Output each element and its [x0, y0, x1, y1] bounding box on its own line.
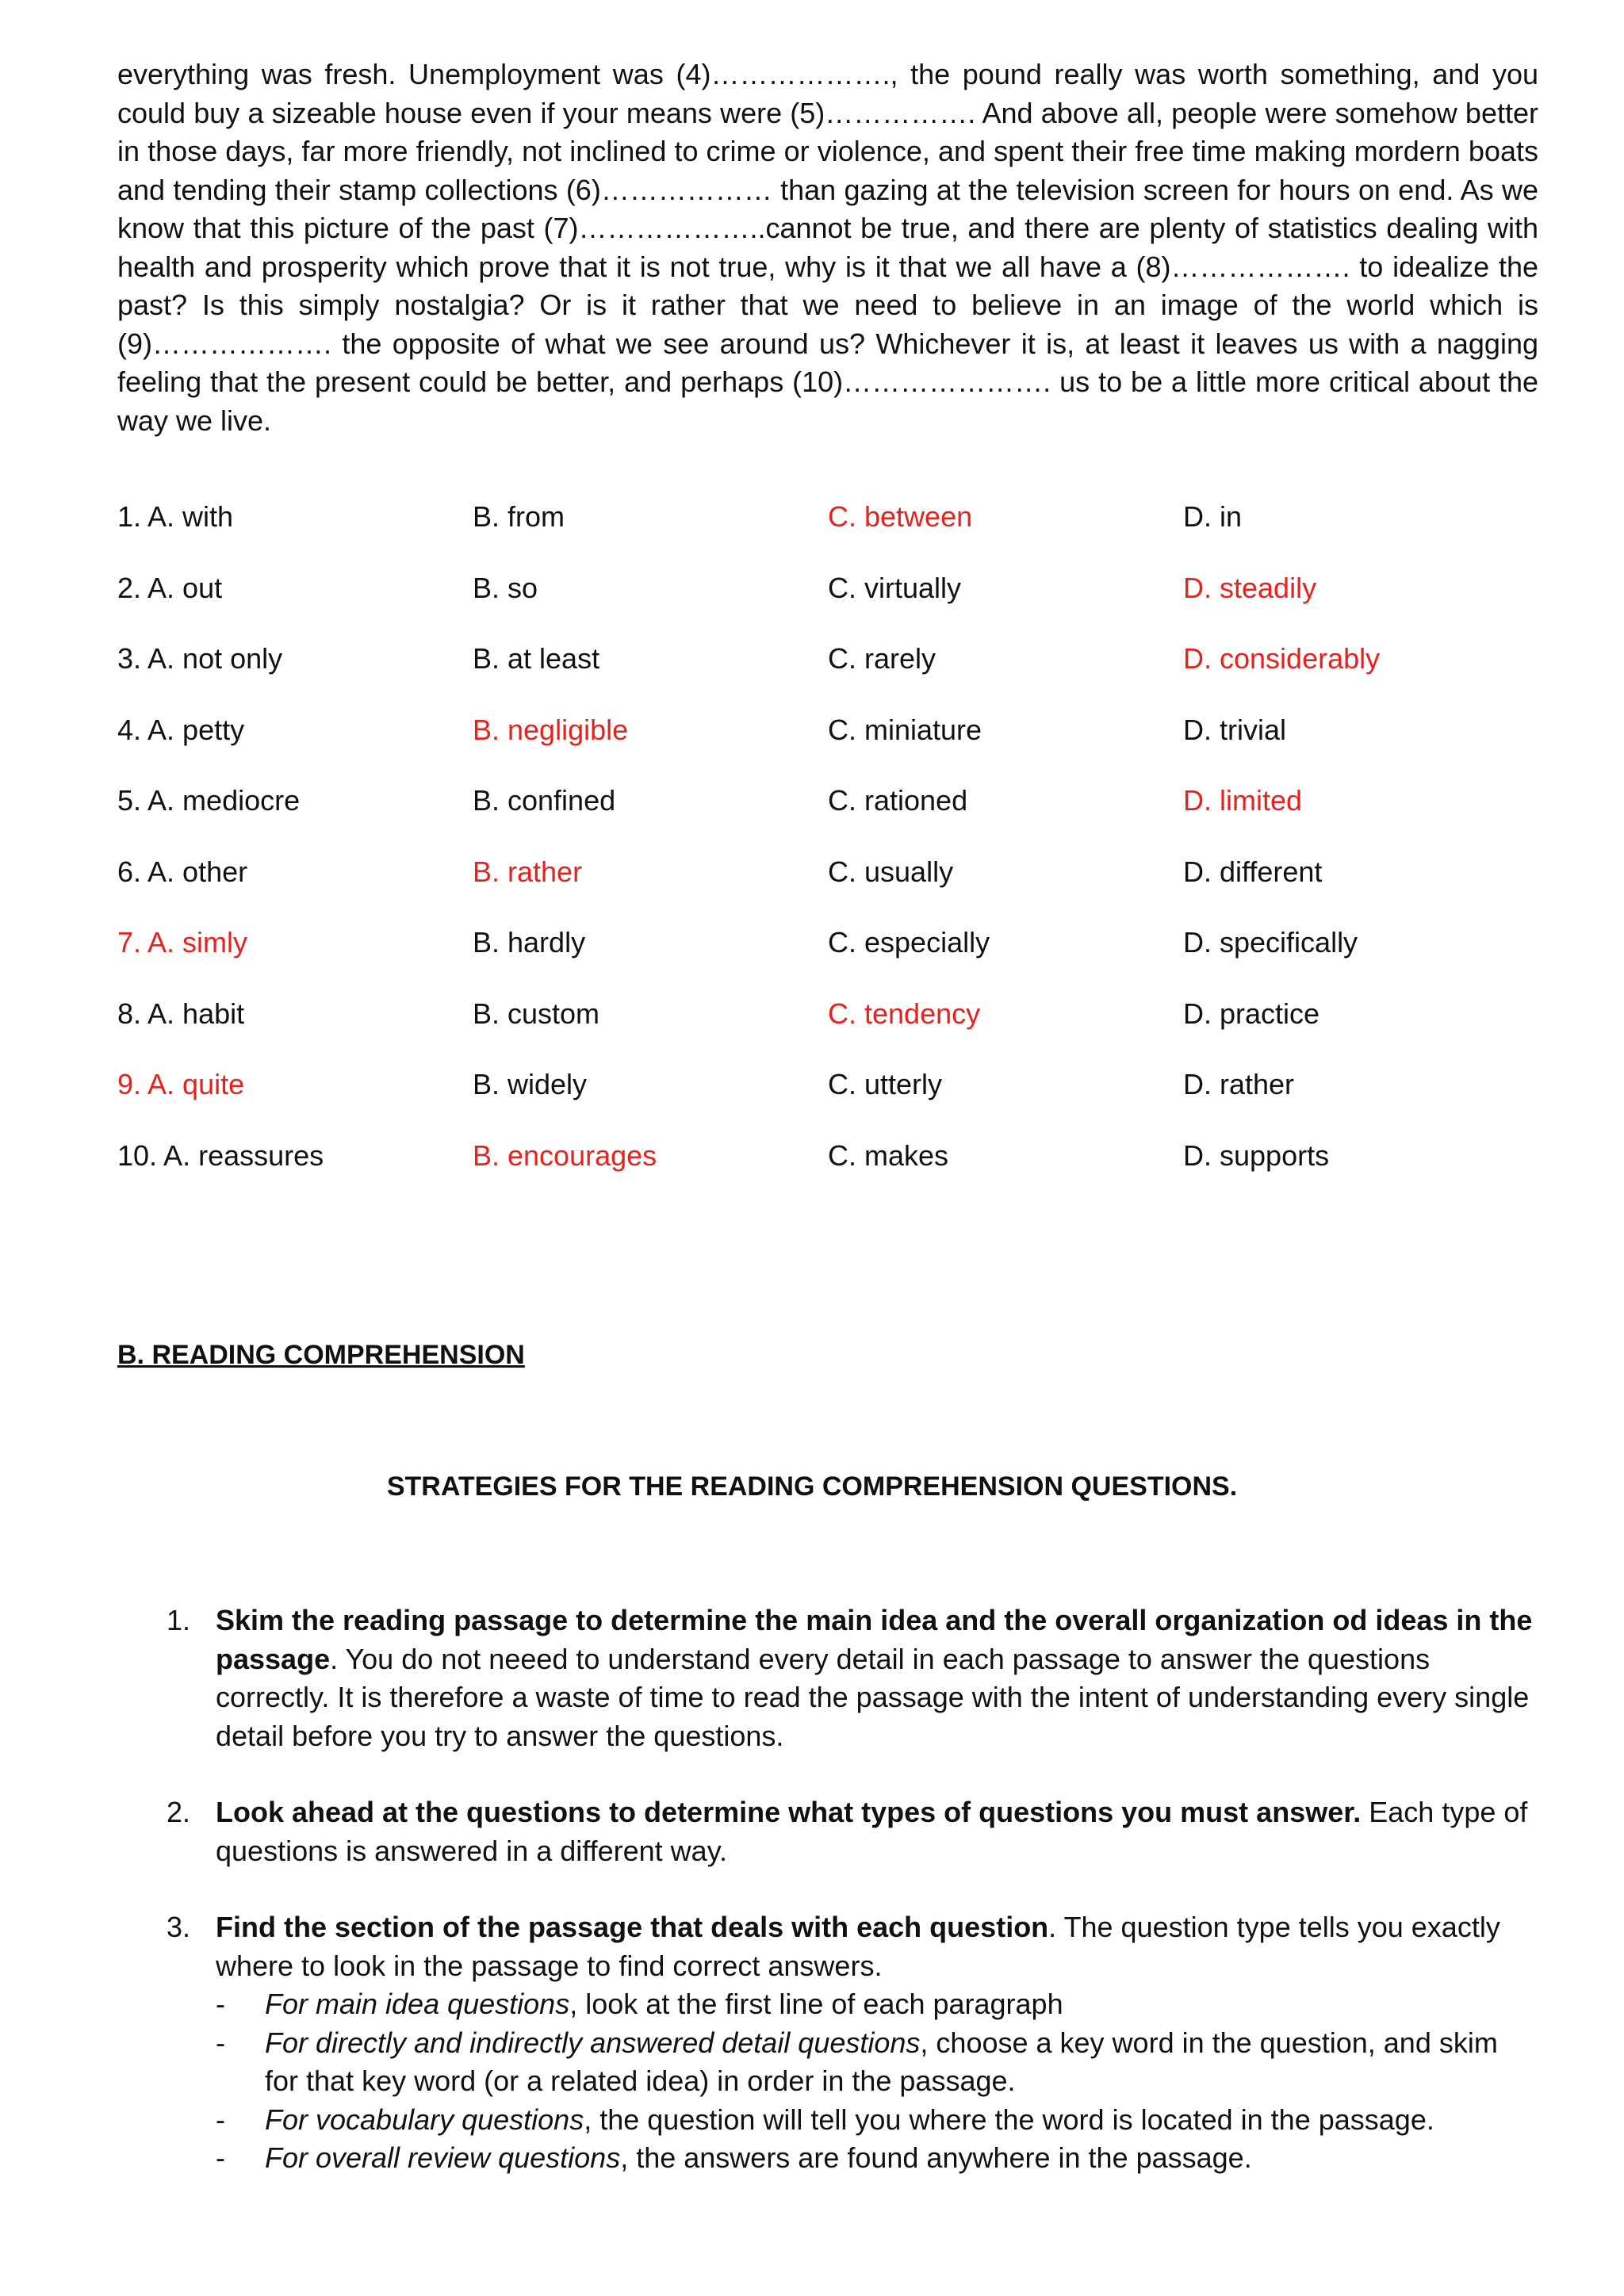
option: C. usually — [828, 855, 954, 888]
option-row — [117, 498, 1538, 569]
option: C. utterly — [828, 1068, 943, 1100]
option: 4. A. petty — [117, 713, 245, 746]
strategy-number: 2. — [167, 1796, 191, 1828]
option: D. specifically — [1183, 926, 1358, 959]
strategy-text: Each type of questions is answered in a different way. — [216, 1796, 1528, 1867]
dash-bullet: - — [216, 2026, 225, 2059]
option-correct: B. negligible — [473, 713, 629, 746]
option: D. practice — [1183, 997, 1320, 1030]
strategy-text: . The question type tells you exactly where to look in the passage to find correct answers. — [216, 1911, 1500, 1982]
option: 8. A. habit — [117, 997, 245, 1030]
option: C. miniature — [828, 713, 982, 746]
strategy-sub-list — [216, 1985, 1538, 2178]
strategy-item — [117, 1908, 1538, 2178]
option-correct: D. steadily — [1183, 571, 1317, 604]
sub-item-text: , choose a key word in the question, and skim for that key word (or a related idea) in order in the passage. — [265, 2026, 1498, 2097]
option: B. so — [473, 571, 538, 604]
sub-item-label: For main idea questions — [265, 1988, 570, 2020]
sub-item — [216, 2101, 1538, 2140]
strategy-list — [117, 1601, 1538, 2216]
option: 5. A. mediocre — [117, 784, 301, 817]
option-row — [117, 924, 1538, 995]
option-correct: B. encourages — [473, 1138, 657, 1172]
option-row — [117, 995, 1538, 1066]
sub-item-label: For overall review questions — [265, 2141, 621, 2174]
option: B. at least — [473, 642, 600, 675]
option: C. makes — [828, 1138, 949, 1172]
answer-options — [117, 498, 1538, 1207]
option: B. confined — [473, 784, 616, 817]
sub-item-label: For directly and indirectly answered detail questions — [265, 2026, 921, 2059]
option: B. hardly — [473, 926, 586, 959]
strategy-lead: Skim the reading passage to determine the main idea and the overall organization od ideas in the passage — [216, 1604, 1533, 1675]
option: C. rationed — [828, 784, 968, 817]
option: 10. A. reassures — [117, 1138, 324, 1172]
option-correct: 9. A. quite — [117, 1068, 245, 1100]
option-correct: B. rather — [473, 855, 583, 888]
option: B. from — [473, 500, 565, 533]
sub-item-text: , look at the first line of each paragraph — [569, 1988, 1063, 2020]
option: 3. A. not only — [117, 642, 283, 675]
option-correct: C. between — [828, 500, 973, 533]
strategy-item — [117, 1793, 1538, 1870]
option: D. supports — [1183, 1138, 1330, 1172]
strategy-lead: Find the section of the passage that deals with each question — [216, 1911, 1049, 1943]
option-correct: C. tendency — [828, 997, 981, 1030]
strategies-title: STRATEGIES FOR THE READING COMPREHENSION QUESTIONS. — [386, 1471, 1238, 1502]
option: 2. A. out — [117, 571, 223, 604]
option: D. rather — [1183, 1068, 1295, 1100]
option: D. trivial — [1183, 713, 1287, 746]
strategy-number: 1. — [167, 1604, 191, 1636]
section-heading: B. READING COMPREHENSION — [117, 1340, 525, 1370]
option: C. rarely — [828, 642, 936, 675]
strategy-item — [117, 1601, 1538, 1755]
option-row — [117, 569, 1538, 641]
passage-block — [117, 55, 1538, 440]
option: 6. A. other — [117, 855, 248, 888]
dash-bullet: - — [216, 2103, 225, 2136]
option-row — [117, 711, 1538, 783]
sub-item-text: , the question will tell you where the word is located in the passage. — [584, 2103, 1434, 2136]
option: B. widely — [473, 1068, 588, 1100]
option-correct: D. limited — [1183, 784, 1303, 817]
option-row — [117, 1066, 1538, 1137]
option: C. especially — [828, 926, 990, 959]
strategy-lead: Look ahead at the questions to determine what types of questions you must answer. — [216, 1796, 1362, 1828]
dash-bullet: - — [216, 1988, 225, 2020]
sub-item-text: , the answers are found anywhere in the passage. — [620, 2141, 1252, 2174]
option-row — [117, 782, 1538, 853]
strategy-text: . You do not neeed to understand every detail in each passage to answer the questions correctly. It is therefore a waste of time to read the passage with the intent of understanding every single detail before you try to answer the questions. — [216, 1642, 1530, 1752]
option: 1. A. with — [117, 500, 234, 533]
strategy-number: 3. — [167, 1911, 191, 1943]
option: D. different — [1183, 855, 1323, 888]
sub-item — [216, 2139, 1538, 2178]
option-correct: D. considerably — [1183, 642, 1381, 675]
option-correct: 7. A. simly — [117, 926, 248, 959]
cloze-passage: everything was fresh. Unemployment was (4)………………., the pound really was worth something, and you could buy a sizeable house even if your means were (5)……………. And above all, people were somehow better in those days, far more friendly, not inclined to crime or violence, and spent their free time making mordern boats and tending their stamp collections (6)……………… than gazing at the television screen for hours on end. As we know that this picture of the past (7)………………..cannot be true, and there are plenty of statistics dealing with health and prosperity which prove that it is not true, why is it that we all have a (8)………………. to idealize the past? Is this simply nostalgia? Or is it rather that we need to believe in an image of the world which is (9)………………. the opposite of what we see around us? Whichever it is, at least it leaves us with a nagging feeling that the present could be better, and perhaps (10)…………………. us to be a little more critical about the way we live. — [117, 58, 1538, 437]
sub-item-label: For vocabulary questions — [265, 2103, 584, 2136]
sub-item — [216, 2024, 1538, 2101]
sub-item — [216, 1985, 1538, 2024]
option-row — [117, 853, 1538, 924]
option: C. virtually — [828, 571, 962, 604]
dash-bullet: - — [216, 2141, 225, 2174]
option: B. custom — [473, 997, 600, 1030]
option: D. in — [1183, 500, 1243, 533]
option-row — [117, 1137, 1538, 1208]
option-row — [117, 640, 1538, 711]
